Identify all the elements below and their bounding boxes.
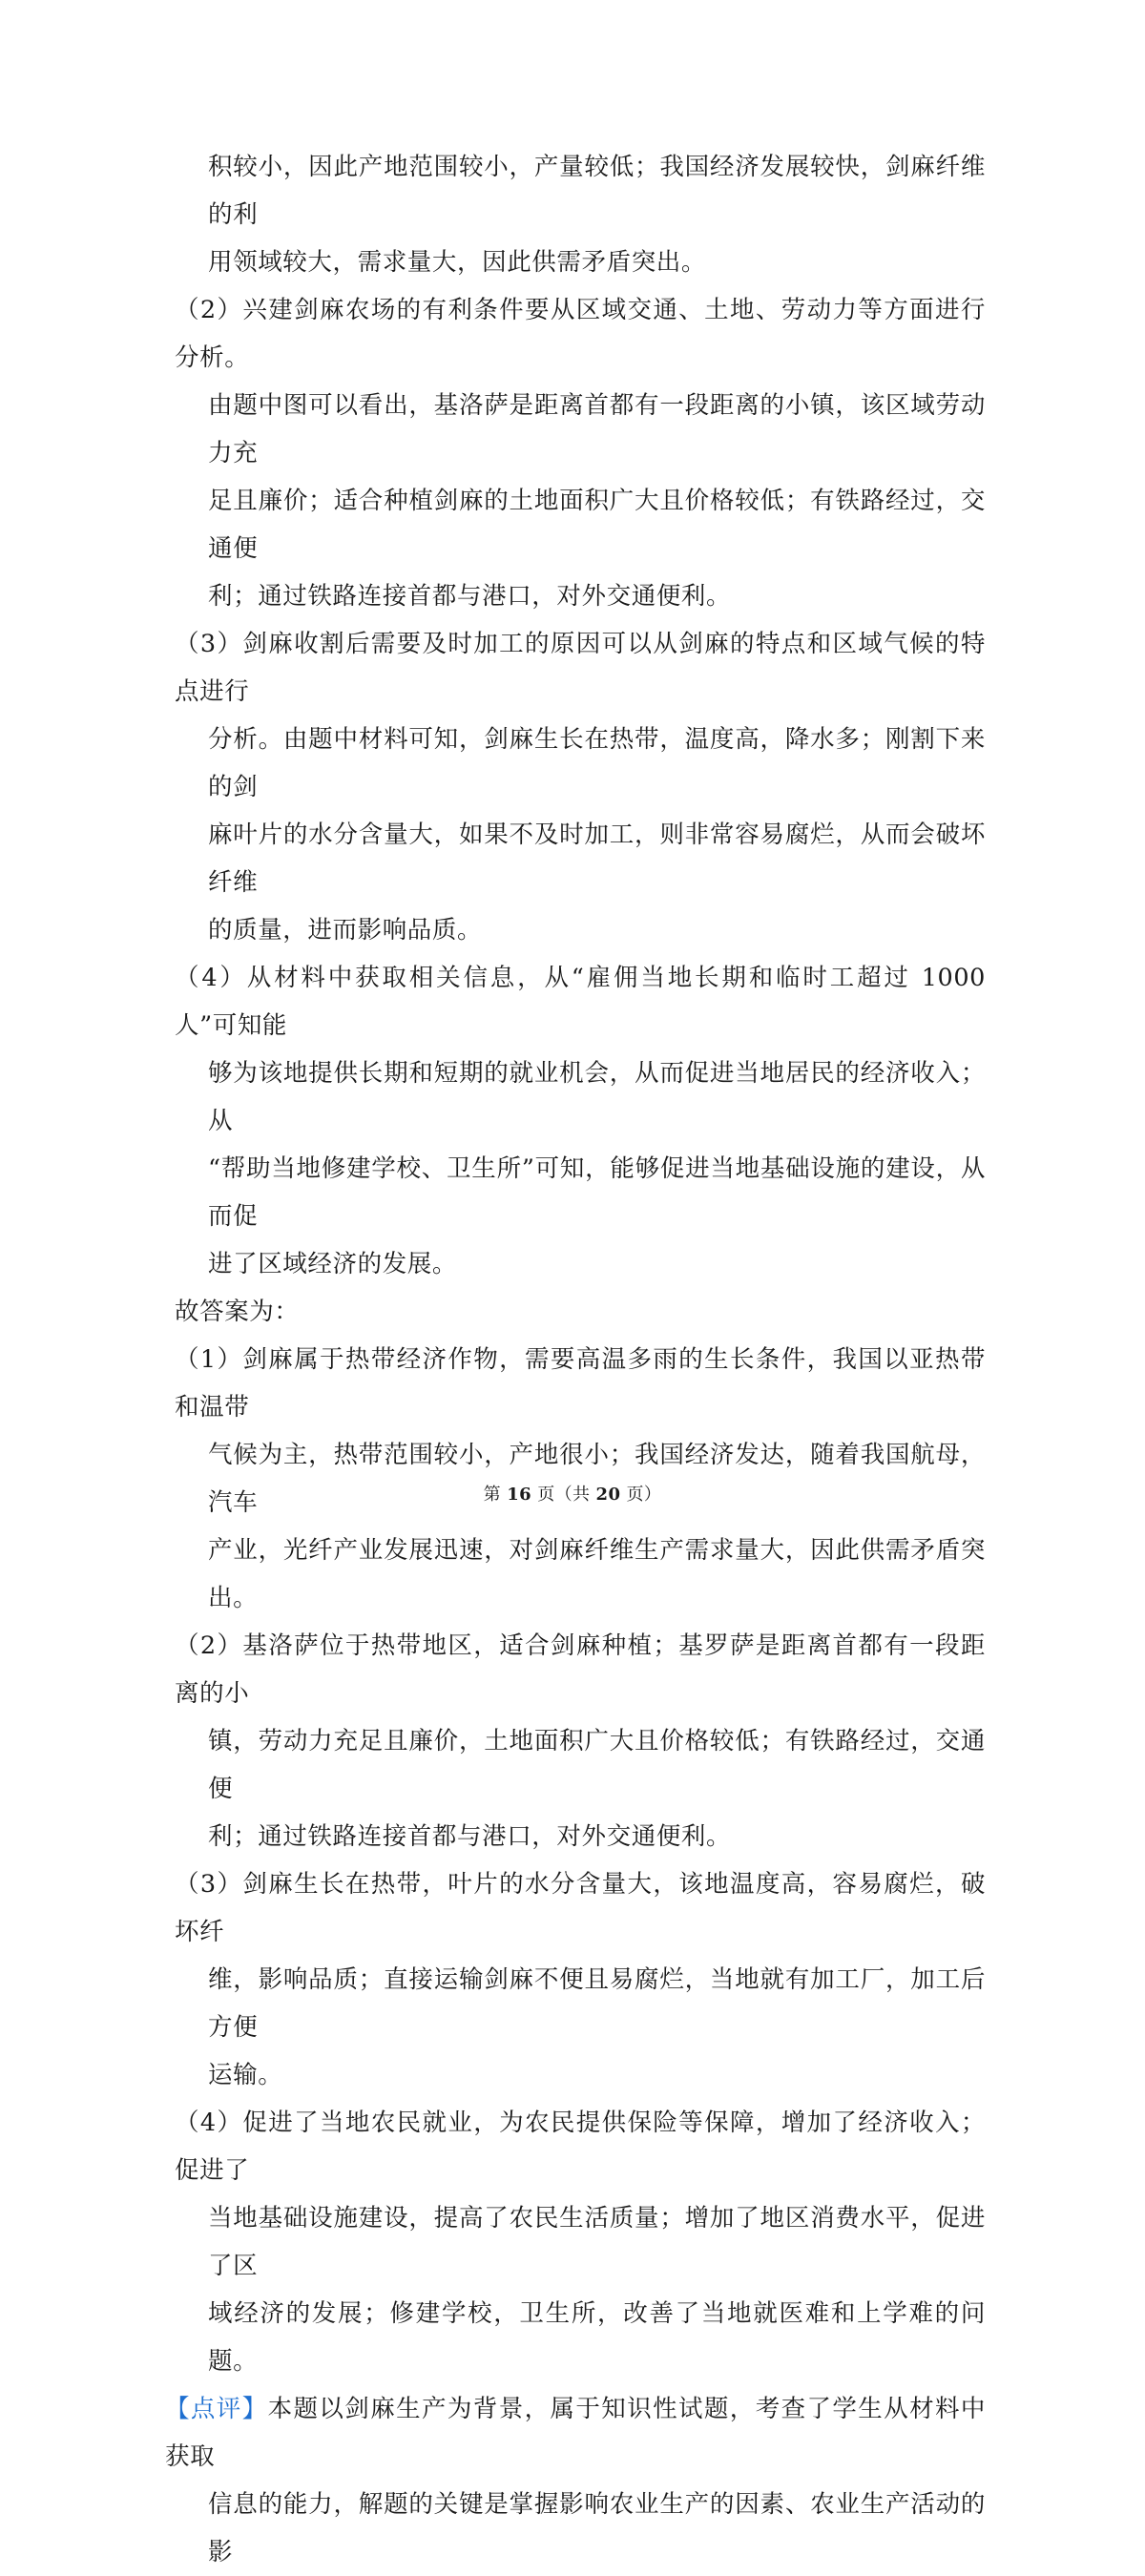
text-line: 利；通过铁路连接首都与港口，对外交通便利。 xyxy=(208,1822,732,1851)
answer-item-1 xyxy=(175,1336,986,1622)
analysis-item-1-continuation xyxy=(175,143,986,286)
text-line: “帮助当地修建学校、卫生所”可知，能够促进当地基础设施的建设，从而促 xyxy=(208,1154,986,1231)
text-line: （4）从材料中获取相关信息，从“雇佣当地长期和临时工超过 1000 人”可知能 xyxy=(175,964,986,1040)
comment-paragraph xyxy=(165,2385,986,2576)
analysis-item-2 xyxy=(175,286,986,620)
analysis-item-4 xyxy=(175,954,986,1288)
text-line: 的质量，进而影响品质。 xyxy=(208,916,483,945)
text-line: 积较小，因此产地范围较小，产量较低；我国经济发展较快，剑麻纤维的利 xyxy=(208,153,986,229)
text-line: （3）剑麻收割后需要及时加工的原因可以从剑麻的特点和区域气候的特点进行 xyxy=(175,630,986,706)
text-line: （4）促进了当地农民就业，为农民提供保险等保障，增加了经济收入；促进了 xyxy=(175,2109,986,2185)
answer-item-2 xyxy=(175,1622,986,1860)
answer-item-3 xyxy=(175,1860,986,2099)
text-line: 分析。由题中材料可知，剑麻生长在热带，温度高，降水多；刚割下来的剑 xyxy=(208,725,986,801)
footer-prefix: 第 xyxy=(483,1485,502,1505)
text-line: 镇，劳动力充足且廉价，土地面积广大且价格较低；有铁路经过，交通便 xyxy=(208,1727,986,1803)
text-line: 气候为主，热带范围较小，产地很小；我国经济发达，随着我国航母，汽车 xyxy=(208,1441,986,1517)
text-line: 麻叶片的水分含量大，如果不及时加工，则非常容易腐烂，从而会破坏纤维 xyxy=(208,821,986,897)
page-content xyxy=(165,143,986,2576)
footer-page-number: 16 xyxy=(507,1485,532,1505)
answer-item-4 xyxy=(175,2099,986,2385)
footer-suffix: 页） xyxy=(626,1485,662,1505)
text-line: 运输。 xyxy=(208,2061,283,2089)
text-line: （3）剑麻生长在热带，叶片的水分含量大，该地温度高，容易腐烂，破坏纤 xyxy=(175,1870,986,1946)
text-line: 当地基础设施建设，提高了农民生活质量；增加了地区消费水平，促进了区 xyxy=(208,2204,986,2280)
text-line: 由题中图可以看出，基洛萨是距离首都有一段距离的小镇，该区域劳动力充 xyxy=(208,391,986,467)
text-line: （1）剑麻属于热带经济作物，需要高温多雨的生长条件，我国以亚热带和温带 xyxy=(175,1345,986,1422)
text-line: （2）基洛萨位于热带地区，适合剑麻种植；基罗萨是距离首都有一段距离的小 xyxy=(175,1631,986,1708)
text-line: 本题以剑麻生产为背景，属于知识性试题，考查了学生从材料中获取 xyxy=(165,2395,986,2471)
page-footer xyxy=(0,1481,1145,1506)
comment-tag: 【点评】 xyxy=(165,2395,268,2423)
footer-total-pages: 20 xyxy=(595,1485,621,1505)
answer-label: 故答案为： xyxy=(175,1298,300,1326)
text-line: 域经济的发展；修建学校，卫生所，改善了当地就医难和上学难的问题。 xyxy=(208,2299,986,2376)
text-line: 足且廉价；适合种植剑麻的土地面积广大且价格较低；有铁路经过，交通便 xyxy=(208,487,986,563)
text-line: 维，影响品质；直接运输剑麻不便且易腐烂，当地就有加工厂，加工后方便 xyxy=(208,1965,986,2042)
text-line: （2）兴建剑麻农场的有利条件要从区域交通、土地、劳动力等方面进行分析。 xyxy=(175,296,986,372)
analysis-item-3 xyxy=(175,620,986,954)
text-line: 进了区域经济的发展。 xyxy=(208,1250,458,1278)
text-line: 产业，光纤产业发展迅速，对剑麻纤维生产需求量大，因此供需矛盾突出。 xyxy=(208,1536,986,1612)
text-line: 信息的能力，解题的关键是掌握影响农业生产的因素、农业生产活动的影 xyxy=(208,2490,986,2566)
footer-middle: 页（共 xyxy=(537,1485,591,1505)
text-line: 用领域较大，需求量大，因此供需矛盾突出。 xyxy=(208,248,707,277)
text-line: 利；通过铁路连接首都与港口，对外交通便利。 xyxy=(208,582,732,611)
text-line: 够为该地提供长期和短期的就业机会，从而促进当地居民的经济收入；从 xyxy=(208,1059,986,1135)
